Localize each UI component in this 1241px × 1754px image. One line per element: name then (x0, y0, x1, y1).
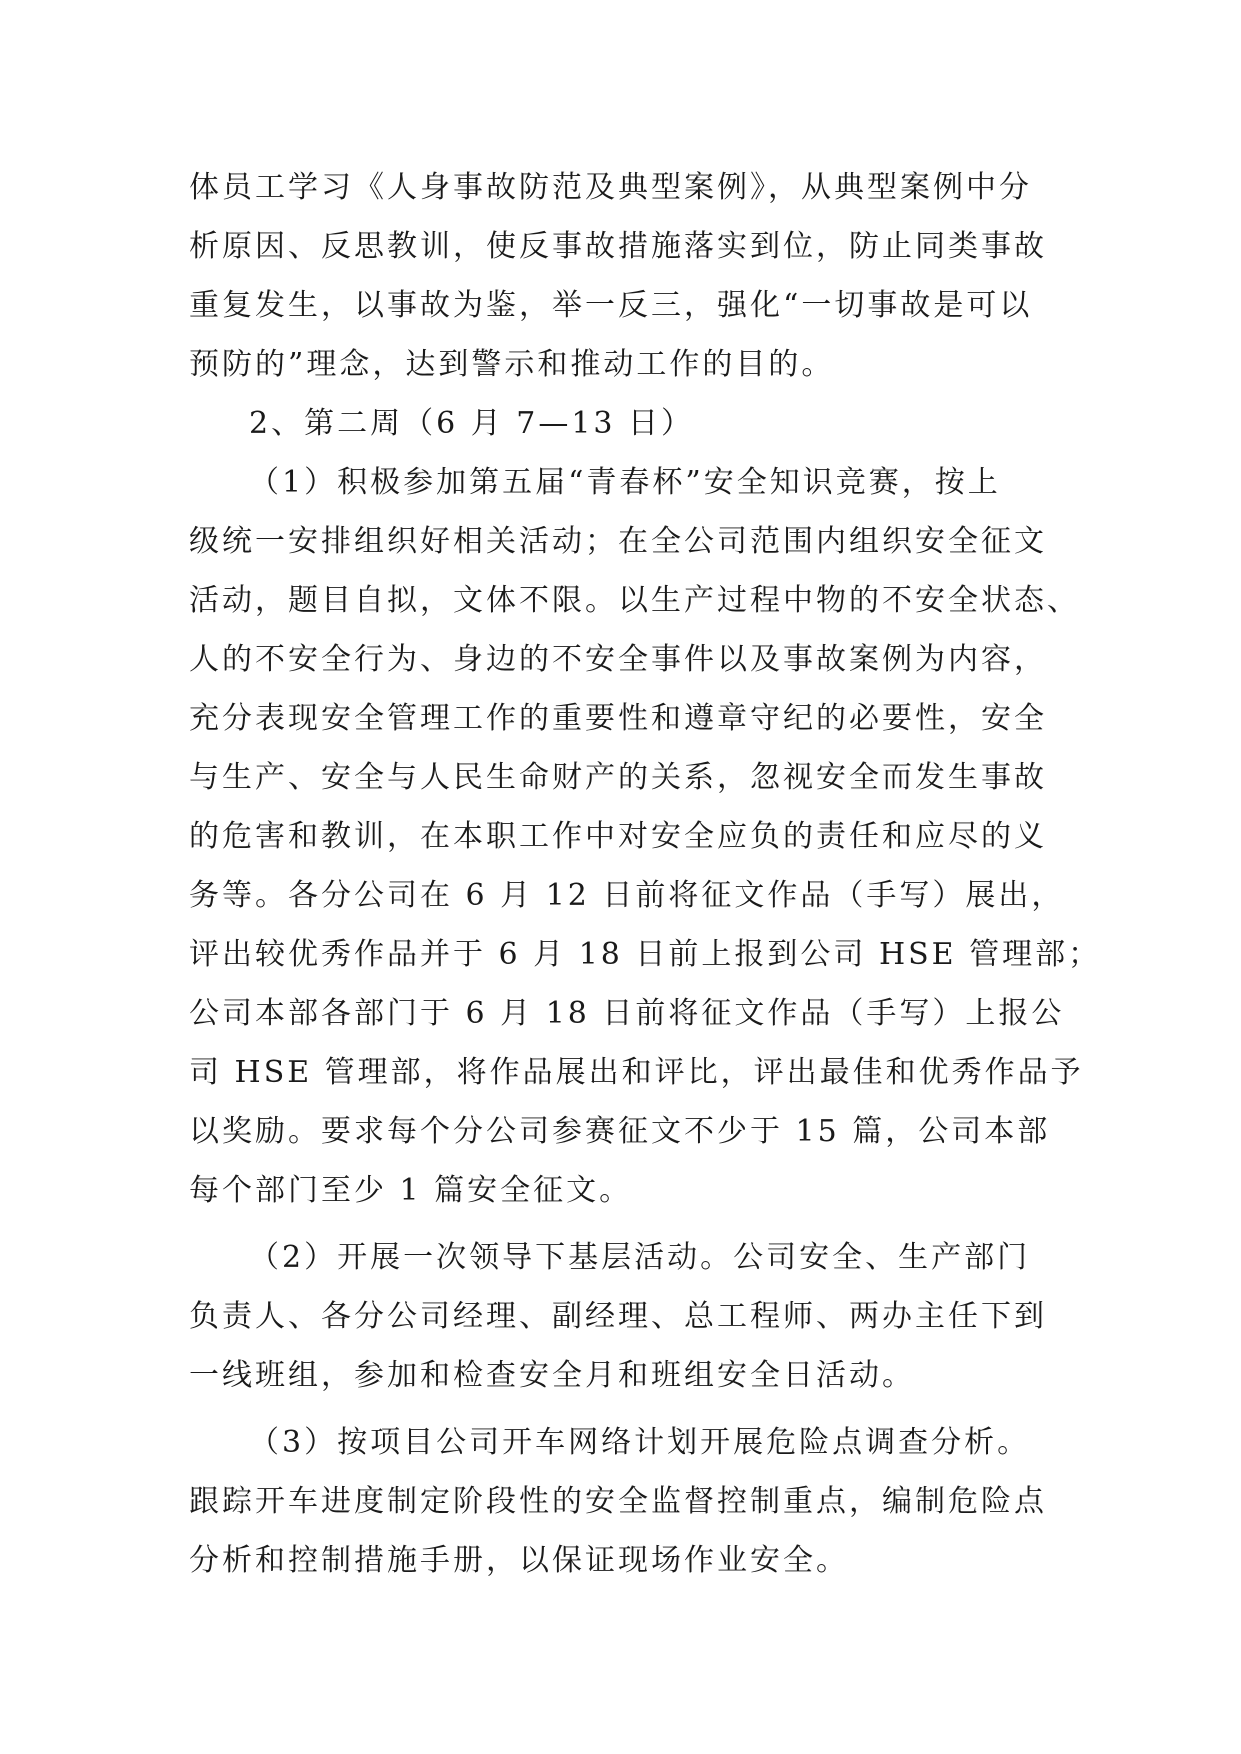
paragraph-line: 人的不安全行为、身边的不安全事件以及事故案例为内容， (189, 642, 1047, 677)
paragraph-line: 评出较优秀作品并于 6 月 18 日前上报到公司 HSE 管理部； (189, 937, 1102, 972)
paragraph-line: （3）按项目公司开车网络计划开展危险点调查分析。 (249, 1425, 1031, 1460)
document-body (189, 158, 1102, 1590)
paragraph-line: （2）开展一次领导下基层活动。公司安全、生产部门 (249, 1240, 1031, 1275)
paragraph-line: 负责人、各分公司经理、副经理、总工程师、两办主任下到 (189, 1299, 1047, 1334)
paragraph-line: 司 HSE 管理部，将作品展出和评比，评出最佳和优秀作品予 (189, 1055, 1084, 1090)
paragraph-line: 重复发生，以事故为鉴，举一反三，强化“一切事故是可以 (189, 288, 1033, 323)
paragraph-line: 体员工学习《人身事故防范及典型案例》，从典型案例中分 (189, 170, 1032, 205)
paragraph-line: 每个部门至少 1 篇安全征文。 (189, 1173, 633, 1208)
paragraph-gap (189, 1220, 1059, 1228)
paragraph-line: 分析和控制措施手册，以保证现场作业安全。 (189, 1543, 849, 1578)
paragraph-line: 务等。各分公司在 6 月 12 日前将征文作品（手写）展出， (189, 878, 1065, 913)
paragraph-line: 与生产、安全与人民生命财产的关系，忽视安全而发生事故 (189, 760, 1047, 795)
paragraph-line: 以奖励。要求每个分公司参赛征文不少于 15 篇，公司本部 (189, 1114, 1051, 1149)
paragraph-line: 充分表现安全管理工作的重要性和遵章守纪的必要性，安全 (189, 701, 1047, 736)
paragraph-line: （1）积极参加第五届“青春杯”安全知识竞赛，按上 (249, 465, 1001, 500)
paragraph-line: 的危害和教训，在本职工作中对安全应负的责任和应尽的义 (189, 819, 1047, 854)
paragraph-line: 级统一安排组织好相关活动；在全公司范围内组织安全征文 (189, 524, 1047, 559)
paragraph-line: 活动，题目自拟，文体不限。以生产过程中物的不安全状态、 (189, 583, 1080, 618)
paragraph-line: 一线班组，参加和检查安全月和班组安全日活动。 (189, 1358, 915, 1393)
paragraph-line: 预防的”理念，达到警示和推动工作的目的。 (189, 347, 835, 382)
paragraph-line: 公司本部各部门于 6 月 18 日前将征文作品（手写）上报公 (189, 996, 1065, 1031)
paragraph-gap (189, 1405, 1059, 1413)
paragraph-line: 跟踪开车进度制定阶段性的安全监督控制重点，编制危险点 (189, 1484, 1047, 1519)
paragraph-line: 析原因、反思教训，使反事故措施落实到位，防止同类事故 (189, 229, 1047, 264)
section-heading: 2、第二周（6 月 7—13 日） (249, 406, 695, 441)
